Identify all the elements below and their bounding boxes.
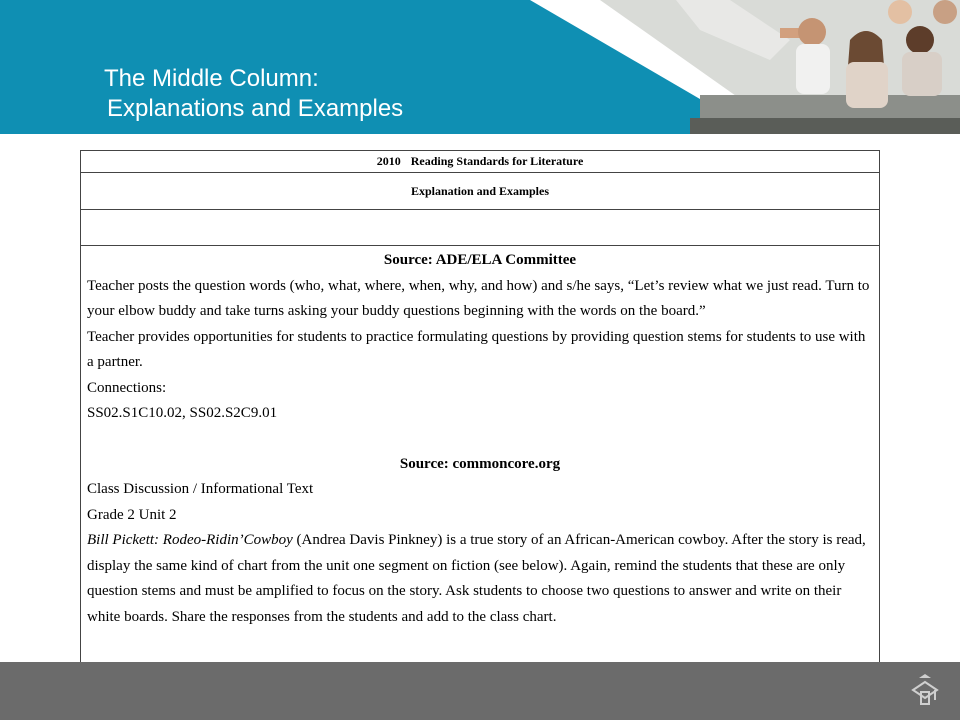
class-discussion-line: Class Discussion / Informational Text: [87, 481, 314, 497]
bill-pickett-paragraph: [87, 528, 873, 630]
title-line-1: The Middle Column:: [104, 65, 319, 92]
subheader-text: Explanation and Examples: [410, 184, 550, 198]
header-banner: [0, 0, 960, 134]
book-title: Bill Pickett: Rodeo-Ridin’Cowboy: [87, 532, 293, 548]
examples-cell: [81, 246, 879, 630]
table-header-row: [81, 151, 879, 173]
header-title: Reading Standards for Literature: [410, 154, 584, 168]
title-line-2: Explanations and Examples: [107, 95, 404, 122]
connections-codes: SS02.S1C10.02, SS02.S2C9.01: [87, 405, 278, 421]
source-commoncore: Source: commoncore.org: [399, 455, 561, 472]
empty-row: [81, 210, 879, 246]
graduation-cap-icon: [905, 670, 945, 710]
bill-pickett-body: (Andrea Davis Pinkney) is a true story of an African-American cowboy. After the story is read, display the same kind of chart from the unit one segment on fiction (see below). Again, remind the students that these are only question stems and must be amplified to focus on the story. Ask students to choose two questions to answer and write on their white boards. Share the responses from the students and add to the class chart.: [87, 532, 866, 625]
table-subheader-row: [81, 173, 879, 210]
spacer: [87, 427, 873, 452]
paragraph-question-stems: Teacher provides opportunities for students to practice formulating questions by providing question stems for students to use with a partner.: [87, 328, 866, 370]
page-title: [104, 64, 403, 124]
paragraph-question-words: Teacher posts the question words (who, what, where, when, why, and how) and s/he says, “Let’s review what we just read. Turn to your elbow buddy and take turns asking your buddy questions beginning with the words on the board.”: [87, 277, 870, 319]
source-ade: Source: ADE/ELA Committee: [383, 252, 577, 268]
standards-table: [80, 150, 880, 683]
grade-unit-line: Grade 2 Unit 2: [87, 506, 177, 523]
footer-bar: [0, 662, 960, 720]
connections-label: Connections:: [87, 379, 167, 396]
header-year: 2010: [376, 154, 401, 168]
